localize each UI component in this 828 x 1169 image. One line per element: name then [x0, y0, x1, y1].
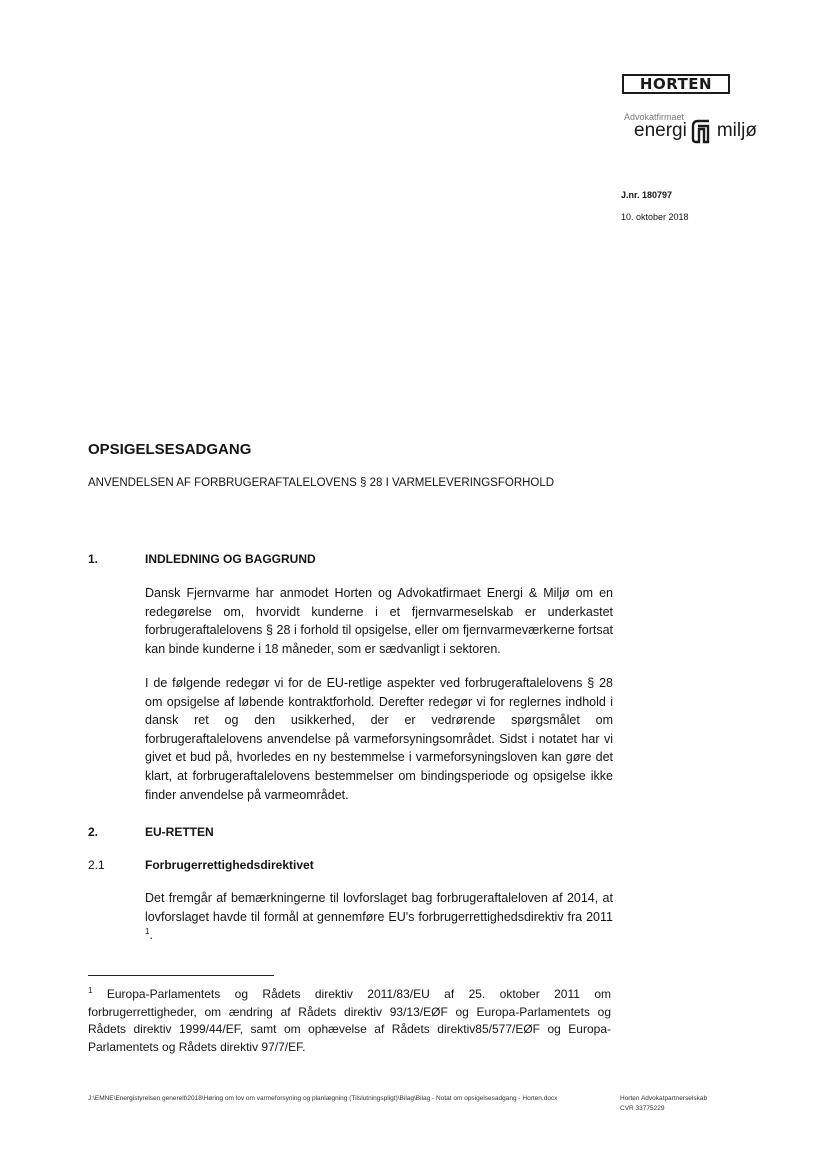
subsection-heading: Forbrugerrettighedsdirektivet [145, 858, 314, 872]
paragraph-text: Det fremgår af bemærkningerne til lovforslaget bag forbrugeraftaleloven af 2014, at lovforslaget havde til formål at gennemføre EU's forbrugerrettighedsdirektiv fra 2011 [145, 891, 613, 924]
section-heading: EU-RETTEN [145, 825, 214, 839]
footer-file-path: J:\EMNE\Energistyrelsen generelt\2018\Høring om lov om varmeforsyning og planlægning (Tilslutningspligt)\Bilag\Bilag - Notat om opsigelsesadgang - Horten.docx [88, 1095, 558, 1102]
footer-company-info [620, 1094, 750, 1114]
document-title: OPSIGELSESADGANG [88, 441, 252, 458]
firm-name-part1: energi [634, 120, 687, 141]
firm-name-logo [634, 118, 757, 144]
footer-company: Horten Advokatpartnerselskab [620, 1095, 708, 1102]
document-subtitle: ANVENDELSEN AF FORBRUGERAFTALELOVENS § 28 I VARMELEVERINGSFORHOLD [88, 477, 555, 489]
footnote [88, 986, 611, 1056]
subsection-number: 2.1 [88, 858, 105, 872]
footnote-marker: 1 [88, 986, 93, 995]
section-number: 1. [88, 552, 99, 566]
ampersand-logo-icon [690, 118, 714, 144]
footnote-text: Europa-Parlamentets og Rådets direktiv 2011/83/EU af 25. oktober 2011 om forbrugerrettigheder, om ændring af Rådets direktiv 93/13/EØF og Europa-Parlamentets og Rådets direktiv 1999/44/EF, samt om ophævelse af Rådets direktiv85/577/EØF og Europa-Parlamentets og Rådets direktiv 97/7/EF. [88, 987, 611, 1054]
firm-label: Advokatfirmaet [624, 112, 685, 122]
paragraph: I de følgende redegør vi for de EU-retlige aspekter ved forbrugeraftalelovens § 28 om opsigelse af løbende kontraktforhold. Derefter redegør vi for reglernes indhold i dansk ret og den usikkerhed, der er vedrørende spørgsmålet om forbrugeraftalelovens anvendelse på varmeforsyningsområdet. Sidst i notatet har vi givet et bud på, hvorledes en ny bestemmelse i varmeforsyningsloven kan gøre det klart, at forbrugeraftalelovens bestemmelser om bindingsperiode og opsigelse ikke finder anvendelse på varmeområdet. [145, 676, 613, 802]
footnote-divider [88, 975, 274, 976]
footer-cvr: CVR 33775229 [620, 1105, 665, 1112]
document-date: 10. oktober 2018 [621, 212, 689, 222]
paragraph [145, 889, 613, 945]
journal-number: J.nr. 180797 [621, 190, 673, 200]
paragraph: Dansk Fjernvarme har anmodet Horten og Advokatfirmaet Energi & Miljø om en redegørelse om, hvorvidt kunderne i et fjernvarmeselskab er underkastet forbrugeraftalelovens § 28 i forhold til opsigelse, eller om fjernvarmeværkerne fortsat kan binde kunderne i 18 måneder, som er sædvanligt i sektoren. [145, 586, 613, 656]
section-heading: INDLEDNING OG BAGGRUND [145, 552, 316, 566]
horten-logo: HORTEN [622, 74, 730, 94]
firm-name-part2: miljø [716, 120, 757, 141]
section-number: 2. [88, 825, 99, 839]
footnote-reference[interactable]: 1 [145, 927, 150, 937]
paragraph-end: . [149, 928, 153, 943]
